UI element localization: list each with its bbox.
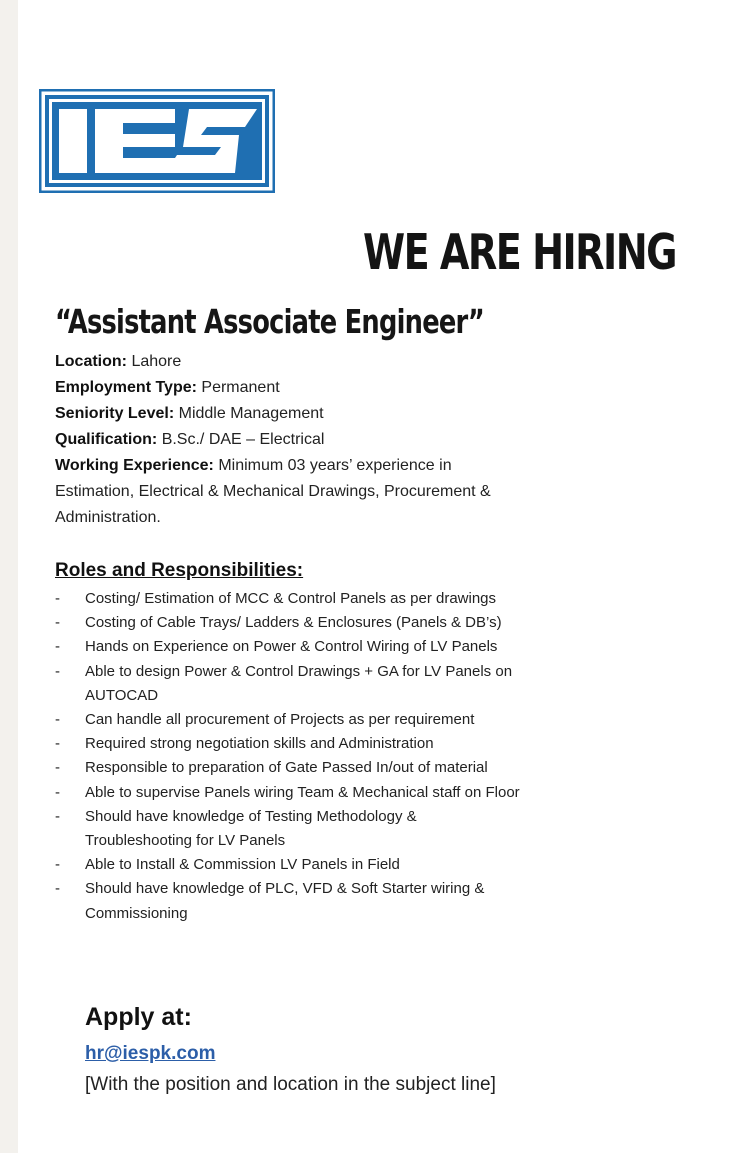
role-text: Able to supervise Panels wiring Team & Mechanical staff on Floor (85, 783, 520, 801)
list-item: - Able to design Power & Control Drawings + GA for LV Panels on AUTOCAD (55, 662, 513, 704)
role-text: Costing of Cable Trays/ Ladders & Enclosures (Panels & DB’s) (85, 614, 502, 632)
role-text: Required strong negotiation skills and Administration (85, 735, 434, 753)
detail-label: Seniority Level: (55, 405, 175, 422)
detail-value: Lahore (131, 353, 182, 370)
role-text: Can handle all procurement of Projects as per requirement (85, 711, 475, 729)
detail-qualification (55, 427, 575, 453)
list-item: - Responsible to preparation of Gate Passed In/out of material (55, 759, 488, 777)
role-text: Able to Install & Commission LV Panels in Field (85, 856, 400, 874)
role-text: Hands on Experience on Power & Control Wiring of LV Panels (85, 638, 498, 656)
list-item: - Can handle all procurement of Projects as per requirement (55, 711, 475, 729)
detail-value: Minimum 03 years’ experience in Estimation, Electrical & Mechanical Drawings, Procurement & Administration. (55, 457, 491, 526)
detail-working-experience (55, 453, 515, 531)
ies-logo (39, 89, 275, 193)
detail-label: Location: (55, 353, 127, 370)
apply-email-link[interactable]: hr@iespk.com (85, 1043, 216, 1064)
list-item: - Hands on Experience on Power & Control Wiring of LV Panels (55, 638, 498, 656)
detail-label: Working Experience: (55, 457, 214, 474)
role-text: Should have knowledge of Testing Methodology & Troubleshooting for LV Panels (85, 807, 417, 850)
role-text: Costing/ Estimation of MCC & Control Panels as per drawings (85, 590, 497, 607)
job-posting-page (18, 0, 739, 1153)
detail-value: Middle Management (178, 405, 324, 422)
detail-label: Qualification: (55, 431, 158, 448)
list-item: - Costing/ Estimation of MCC & Control Panels as per drawings (55, 590, 497, 607)
detail-location (55, 349, 575, 375)
list-item: - Costing of Cable Trays/ Ladders & Enclosures (Panels & DB’s) (55, 614, 502, 632)
roles-list (55, 587, 595, 926)
list-item: - Able to supervise Panels wiring Team & Mechanical staff on Floor (55, 783, 520, 801)
job-title: “Assistant Associate Engineer” (55, 302, 485, 341)
role-text: Able to design Power & Control Drawings + GA for LV Panels on AUTOCAD (85, 662, 513, 704)
job-details (55, 349, 575, 531)
apply-heading: Apply at: (85, 1003, 192, 1031)
detail-seniority-level (55, 401, 575, 427)
detail-value: B.Sc./ DAE – Electrical (161, 431, 325, 448)
list-item: - Should have knowledge of PLC, VFD & Soft Starter wiring & Commissioning (55, 880, 485, 922)
detail-employment-type (55, 375, 575, 401)
role-text: Responsible to preparation of Gate Passed In/out of material (85, 759, 488, 777)
ies-logo-graphic (39, 89, 275, 193)
detail-label: Employment Type: (55, 379, 197, 396)
detail-value: Permanent (201, 379, 280, 396)
roles-heading: Roles and Responsibilities: (55, 560, 304, 581)
role-text: Should have knowledge of PLC, VFD & Soft Starter wiring & Commissioning (85, 880, 485, 922)
list-item: - Should have knowledge of Testing Methodology & Troubleshooting for LV Panels (55, 807, 417, 850)
list-item: - Able to Install & Commission LV Panels in Field (55, 856, 400, 874)
list-item: - Required strong negotiation skills and Administration (55, 735, 434, 753)
hiring-banner: WE ARE HIRING (363, 224, 676, 281)
apply-note: [With the position and location in the subject line] (85, 1074, 496, 1095)
